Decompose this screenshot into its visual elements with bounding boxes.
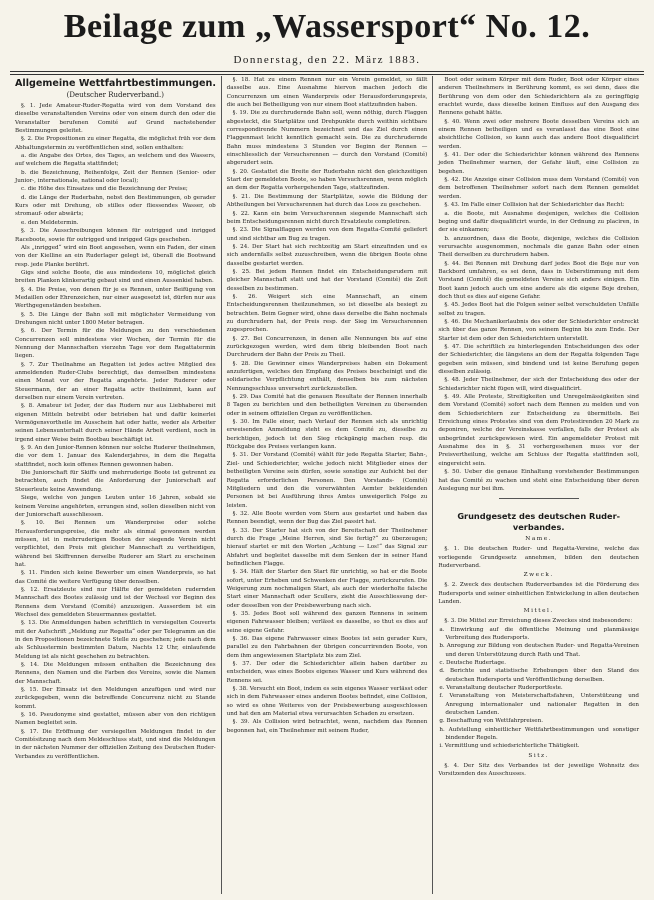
section-heading-name: Name. (525, 536, 553, 543)
header-rule-thin (10, 74, 644, 75)
paragraph: §. 1. Jede Amateur-Ruder-Regatta wird von dem Vorstand des dieselbe veranstaltenden Vereins oder von einem durch den oder die Veranstalter berufenen Comité auf Grund nachstehender Bestimmungen geleitet. (15, 103, 216, 135)
paragraph: §. 32. Alle Boote werden vom Stern aus gestartet und haben das Rennen beendigt, wenn der Bug das Ziel passirt hat. (226, 510, 428, 526)
section-heading-purpose: Zweck. (523, 572, 554, 579)
list-item: f. Veranstaltung von Meisterschaftsfahren, Unterstützung und Anregung internationaler und nationaler Regatten in den deutschen Landen. (439, 693, 640, 717)
paragraph: e. den Meldetermin. (21, 219, 79, 226)
paragraph: §. 12. Ersatzleute sind nur Hälfte der gemeldeten rudernden Mannschaft des Bootes zulässig und ist der Wechsel vor Beginn des Rennens dem Vorstand (Comité) anzuzeigen. Ausserdem ist ein Wechsel des gemeldeten Steuermannes gestattet. (15, 586, 216, 618)
paragraph: §. 19. Die zu durchrudernde Bahn soll, wenn nöthig, durch Flaggen abgesteckt, die Startplätze und Drehpunkte durch weithin sichtbare correspondirende Nummern bezeichnet und das Ziel durch einen Flaggenmast leicht kenntlich gemacht sein. Die zu durchrudernde Bahn muss mindestens 3 Stunden vor Beginn der Rennen — einschliesslich der Versuchsrennen — durch den Vorstand (Comité) abgerudert sein. (226, 110, 428, 167)
paragraph: §. 30. Im Falle einer, nach Verlauf der Rennen sich als unrichtig erweisenden Anmeldung steht es dem Comité zu, dieselbe zu berichtigen, jedoch ist den Sieg rückgängig machen resp. die Rückgabe des Preises verlangen kann. (226, 419, 428, 451)
paragraph: §. 36. Das eigene Fahrwasser eines Bootes ist sein gerader Kurs, parallel zu den Fahrbahnen der übrigen concurrirenden Boote, von dem ihm angewiesenen Startplatz bis zum Ziel. (226, 636, 428, 659)
paragraph: §. 22. Kann ein beim Versuchsrennen siegende Mannschaft sich beim Entscheidungsrennen nicht durch Ersatzleute completiren. (226, 210, 428, 225)
statute-paragraph-4: §. 4. Der Sitz des Verbandes ist der jeweilige Wohnsitz des Vorsitzenden des Ausschusses. (438, 762, 640, 778)
section-heading-means: Mittel. (523, 608, 554, 615)
paragraph: §. 8. Amateur ist Jeder, der das Rudern nur aus Liebhaberei mit eigenen Mitteln betreibt oder betrieben hat und dafür keinerlei Vermögensvortheile im Ausschein hat oder hatte, weder als Arbeiter seinen Lebensunterhalt durch seiner Hände Arbeit verdient, noch in irgend einer Weise beim Bootbau beschäftigt ist. (15, 403, 216, 443)
paragraph: §. 50. Ueber die genaue Einhaltung vorstehender Bestimmungen hat das Comité zu wachen und steht eine Entscheidung über deren Auslegung nur bei ihm. (438, 469, 640, 492)
paragraph: §. 28. Die Gewinner eines Wanderpreises haben ein Dokument anzufertigen, welches den Empfang des Preises bescheinigt und die solidarische Verpflichtung enthält, denselben bis zum nächsten Nennungsschluss unversehrt zurückzustellen. (226, 360, 428, 392)
list-item: d. Berichte und statistische Erhebungen über den Stand des deutschen Rudersports und Veröffentlichung derselben. (439, 668, 640, 683)
paragraph: §. 39. Als Collision wird betrachtet, wenn, nachdem das Rennen begonnen hat, ein Theilnehmer mit seinem Ruder, (226, 719, 428, 734)
paragraph: §. 45. Jedes Boot hat die Folgen seiner selbst verschuldeten Unfälle selbst zu tragen. (438, 302, 640, 317)
paragraph: b. anzuordnen, dass die Boote, diejenige, welches die Collision verursachte ausgenommen, nochmals die ganze Bahn oder einen Theil derselben zu durchrudern haben. (438, 235, 640, 259)
paragraph: §. 23. Die Signalflaggen werden von dem Regatta-Comité geliefert und sind sichtbar am Bug zu tragen. (226, 227, 428, 242)
paragraph: §. 17. Die Eröffnung der versiegelten Meldungen findet in der Comitésitzung nach dem Meldeschluss statt, und sind die Meldungen in der nächsten Nummer der offiziellen Zeitung des Deutschen Ruder-Verbandes zu veröffentlichen. (15, 728, 216, 760)
paragraph: b. die Bezeichnung, Reihenfolge, Zeit der Rennen (Senior- oder Junior-, internationale, national oder local); (15, 169, 216, 185)
paragraph: §. 46. Die Mechanikerlaubnis des oder der Schiedsrichter erstreckt sich über das ganze Rennen, von seinem Beginn bis zum Ende. Der Starter ist dem oder den Schiedsrichtern unterstellt. (438, 318, 640, 342)
column-1-body (15, 102, 216, 761)
paragraph: §. 41. Der oder die Schiedsrichter können während des Rennens jeden Theilnehmer warnen, der Gefahr läuft, eine Collision zu begehen. (438, 152, 640, 175)
paragraph: §. 47. Die schriftlich zu hinterlegenden Entscheidungen des oder der Schiedsrichter, die längstens an dem der Regatta folgenden Tage gegeben sein müssen, sind bindend und ist keine Berufung gegen dieselben zulässig. (438, 344, 640, 376)
statute-title: Grundgesetz des deutschen Ruder-verbandes. (457, 511, 621, 533)
statute-paragraph-1: §. 1. Die deutschen Ruder- und Regatta-Vereine, welche das vorliegende Grundgesetz annehmen, bilden den deutschen Ruderverband. (438, 546, 640, 569)
paragraph: §. 37. Der oder die Schiedsrichter allein haben darüber zu entscheiden, was eines Bootes eigenes Wasser und Kurs während des Rennens sei. (226, 661, 428, 684)
column-1 (10, 76, 221, 894)
paragraph: §. 27. Bei Concurrenzen, in denen alle Nennungen bis auf eine zurückgezogen werden, wird dem übrig bleibenden Boot nach Durchrudern der Bahn der Preis zu Theil. (226, 335, 428, 359)
column-2 (221, 76, 433, 894)
paragraph: §. 44. Bei Rennen mit Drehung darf jedes Boot die Boje nur von Backbord umfahren, es sei denn, dass in Ueberstimmung mit dem Vorstand (Comité) die gemeldeten Vereine sich anders einigen. Ein Boot kann jedoch auch um eine andere als die eigene Boje drehen, doch thut es dies auf eigene Gefahr. (438, 260, 640, 300)
header-rule (10, 71, 644, 72)
dateline: Donnerstag, den 22. März 1883. (233, 54, 421, 66)
paragraph: §. 21. Die Bestimmung der Startplätze, sowie die Bildung der Abtheilungen bei Versuchsrennen hat durch das Loos zu geschehen. (226, 193, 428, 209)
list-item: g. Beschaffung von Wettfahrpreisen. (439, 718, 543, 725)
list-item: i. Vermittlung und schiedsrichterliche Thätigkeit. (439, 743, 580, 750)
article-subtitle: (Deutscher Ruderverband.) (66, 91, 164, 99)
paragraph: §. 33. Der Starter hat sich von der Bereitschaft der Theilnehmer durch die Frage „Meine Herren, sind Sie fertig?“ zu überzeugen; hierauf startet er mit den Worten „Achtung — Los!“ das Signal zur Abfahrt und begleitet dasselbe mit dem Senken der in seiner Hand befindlichen Flagge. (226, 527, 428, 567)
paragraph: §. 26. Weigert sich eine Mannschaft, an einem Entscheidungsrennen theilzunehmen, so ist dieselbe als besiegt zu betrachten. Beim Gegner wird, ohne dass derselbe die Bahn nochmals zu durchrudern hat, der Preis resp. der Sieg im Versuchsrennen zugesprochen. (226, 293, 428, 334)
paragraph: §. 29. Das Comité hat die genauen Resultate der Rennen innerhalb 8 Tagen zu berichten und den betheiligten Vereinen zu übersenden oder in seinem offiziellen Organ zu veröffentlichen. (226, 394, 428, 417)
masthead-title: Beilage zum „Wassersport“ No. 12. (63, 8, 591, 45)
paragraph: §. 16. Pseudonyme sind gestattet, müssen aber von den richtigen Namen begleitet sein. (15, 712, 216, 727)
paragraph: §. 15. Der Einsatz ist den Meldungen anzufügen und wird nur zurückgegeben, wenn die betreffende Concurrenz nicht zu Stande kommt. (15, 687, 216, 710)
paragraph: Siege, welche von jungen Leuten unter 16 Jahren, sobald sie keinem Vereine angehörten, errungen sind, sollen dieselben nicht von der Juniorschaft ausschliessen. (15, 495, 216, 518)
paragraph: §. 3. Die Ausschreibungen können für outrigged und inrigged Raceboote, sowie für outrigged und inrigged Gigs geschehen. (15, 228, 216, 243)
paragraph: §. 11. Finden sich keine Bewerber um einen Wanderpreis, so hat das Comité die weitere Verfügung über denselben. (15, 570, 216, 585)
paragraph: Gigs sind solche Boote, die aus mindestens 10, möglichst gleich breiten Planken klinkerartig gebaut sind und einen Aussenkiel haben. (15, 269, 216, 285)
paragraph: Boot oder seinem Körper mit dem Ruder, Boot oder Körper eines anderen Theilnehmers in Berührung kommt, es sei denn, dass die Berührung von dem oder den Schiedsrichtern als zu geringfügig erachtet wurde, dass dieselbe keinen Einfluss auf den Ausgang des Rennens gehabt hätte. (438, 77, 640, 117)
paragraph: c. die Höhe des Einsatzes und die Bezeichnung der Preise; (21, 186, 188, 193)
paragraph: a. die Angabe des Ortes, des Tages, an welchem und des Wassers, auf welchem die Regatta stattfindet; (15, 153, 216, 168)
paragraph: §. 25. Bei jedem Rennen findet ein Entscheidungsrudern mit gleicher Mannschaft statt und hat der Vorstand (Comité) die Zeit desselben zu bestimmen. (226, 268, 428, 292)
paragraph: §. 13. Die Anmeldungen haben schriftlich in versiegelten Couverts mit der Aufschrift „Meldung zur Regatta“ oder per Telegramm an die in den Propositionen bezeichnete Stelle zu geschehen; jede nach dem als Schlusstermin bestimmten Datum, Nachts 12 Uhr, einlaufende Meldung ist als nicht geschehen zu betrachten. (15, 620, 216, 660)
paragraph: a. die Boote, mit Ausnahme desjenigen, welches die Collision beging und dafür disqualificirt wurde, in der Ordnung zu placiren, in der sie einkamen; (438, 210, 640, 234)
article-columns (10, 76, 644, 894)
statute-paragraph-2: §. 2. Zweck des deutschen Ruderverbandes ist die Förderung des Rudersports und seiner einheitlichen Entwickelung in allen deutschen Landen. (438, 582, 640, 605)
paragraph: §. 18. Hat zu einem Rennen nur ein Verein gemeldet, so fällt dasselbe aus. Eine Ausnahme hiervon machen jedoch die Concurrenzen um einen Wanderpreis oder Herausforderungspreis, die auch bei Betheiligung von nur einem Boot stattzufinden haben. (226, 77, 428, 109)
paragraph: §. 42. Die Anzeige einer Collision muss dem Vorstand (Comité) von dem betroffenen Theilnehmer sofort nach dem Rennen gemeldet werden. (438, 177, 640, 200)
paragraph: §. 48. Jeder Theilnehmer, der sich der Entscheidung des oder der Schiedsrichter nicht fügen will, wird disqualificirt. (438, 377, 640, 392)
statute-means-list (438, 626, 639, 751)
column-3-body (438, 76, 639, 493)
list-item: c. Deutsche Rudertage. (439, 659, 507, 666)
list-item: b. Anregung zur Bildung von deutschen Ruder- und Regatta-Vereinen und deren Unterstützung durch Rath und That. (439, 643, 640, 658)
list-item: e. Veranstaltung deutscher Ruderportfeste. (439, 685, 563, 691)
list-item: a. Einwirkung auf die öffentliche Meinung und planmässige Verbreitung des Rudersports. (439, 626, 640, 641)
paragraph: §. 34. Hält der Starter den Start für unrichtig, so hat er die Boote sofort, unter Erheben und Schwenken der Flagge, zurückzurufen. Die Weigerung zum nochmaligen Start, als auch der wiederholte falsche Start einer Mannschaft oder Scullers, zieht die Ausschliessung der- oder desselben von der Preisbewerbung nach sich. (226, 569, 428, 609)
column-2-body (227, 76, 428, 735)
statute-paragraph-3: §. 3. Die Mittel zur Erreichung dieses Zweckes sind insbesondere: (444, 618, 633, 625)
paragraph: §. 5. Die Länge der Bahn soll mit möglichster Vermeidung von Drehungen nicht unter 1800 Meter betragen. (15, 311, 216, 326)
paragraph: §. 24. Der Start hat sich rechtzeitig am Start einzufinden und es sich andernfalls selbst zuzuschreiben, wenn die übrigen Boote ohne dasselbe gestartet werden. (226, 243, 428, 267)
list-item: h. Aufstellung einheitlicher Wettfahrtbestimmungen und sonstiger bindender Regeln. (439, 726, 640, 742)
paragraph: §. 43. Im Falle einer Collision hat der Schiedsrichter das Recht: (444, 202, 625, 209)
paragraph: Als „inrigged“ wird ein Boot angesehen, wenn ein Faden, der einen von der Kielline an ein Ruderlager gelegt ist, überall die Bootwand resp. jede Planke berührt. (15, 244, 216, 268)
paragraph: §. 10. Bei Rennen um Wanderpreise oder solche Herausforderungspreise, die mehr als einmal gewonnen werden müssen, ist in mehrruderigen Booten der siegende Verein nicht verpflichtet, den Preis mit gleicher Mannschaft zu vertheidigen, während bei Skiffrennen derselbe Ruderer am Start zu erscheinen hat. (15, 520, 216, 568)
column-3 (432, 76, 644, 894)
paragraph: §. 14. Die Meldungen müssen enthalten die Bezeichnung des Rennens, den Namen und die Farben des Vereins, sowie die Namen der Mannschaft. (15, 662, 216, 685)
section-separator (499, 498, 579, 499)
paragraph: §. 2. Die Propositionen zu einer Regatta, die möglichst früh vor dem Abhaltungstermin zu veröffentlichen sind, sollen enthalten: (15, 136, 216, 151)
paragraph: §. 20. Gestattet die Breite der Ruderbahn nicht den gleichzeitigen Start der gemeldeten Boote, so haben Versuchsrennen, wenn möglich an dem der Regatta vorhergehenden Tage, stattzufinden. (226, 168, 428, 192)
paragraph: §. 49. Alle Proteste, Streitigkeiten und Unregelmässigkeiten sind dem Vorstand (Comité) sofort nach dem Rennen zu melden und von dem Schiedsrichtern zur Entscheidung zu übermitteln. Bei Erreichung eines Protestes sind von dem Protestirenden 20 Mark zu deponiren, welche der Vereinskasse verfallen, falls der Protest als unbegründet zurückgewiesen wird. Ein angemeldeter Protest mit Ausnahme des in §. 31 vorhergesehenen muss vor der Preisvertheilung, welche am Schluss der Regatta stattfinden soll, eingereicht sein. (438, 394, 640, 467)
paragraph: §. 38. Versucht ein Boot, indem es sein eigenes Wasser verlässt oder sich in dem Fahrwasser eines anderen Bootes befindet, eine Collision, so wird es ohne Weiteres von der Preisbewerbung ausgeschlossen und hat den am Material etwa verursachten Schaden zu ersetzen. (226, 686, 428, 718)
paragraph: Die Juniorschaft für Skiffs und mehrruderige Boote ist getrennt zu betrachten, auch findet die Anforderung der Juniorschaft auf Steuerleute keine Anwendung. (15, 470, 216, 493)
paragraph: §. 31. Der Vorstand (Comité) wählt für jede Regatta Starter, Bahn-, Ziel- und Schiedsrichter, welche jedoch nicht Mitglieder eines der betheiligten Vereine sein dürfen, sowie sonstige zur Aufsicht bei der Regatta erforderlichen Personen. Den Vorstands- (Comité) Mitgliedern und den die vorerwähnten Aemter bekleidenden Personen ist bei Ausführung ihres Amtes unweigerlich Folge zu leisten. (226, 452, 428, 509)
section-heading-seat: Sitz. (528, 752, 549, 759)
paragraph: §. 7. Zur Theilnahme an Regatten ist jedes active Mitglied des anmeldenden Ruder-Clubs berechtigt, das demselben mindestens einen Monat vor der Regatta angehörte. Jeder Ruderer oder Steuermann, der an einer Regatta activ theilnimmt, kann auf derselben nur einem Verein vertreten. (15, 361, 216, 402)
paragraph: §. 6. Der Termin für die Meldungen zu den verschiedenen Concurrenzen soll mindestens vier Wochen, der Termin für die Nennung der Mannschaften vierzehn Tage vor dem Regattatermin liegen. (15, 328, 216, 360)
paragraph: §. 4. Die Preise, von denen für je es Rennen, unter Beifügung von Medaillen oder Ehrenzeichen, nur einer ausgesetzt ist, dürfen nur aus Werthgegenständen bestehen. (15, 286, 216, 310)
paragraph: d. die Länge der Ruderbahn, nebst den Bestimmungen, ob gerader Kurs oder mit Drehung, ob stilles oder fliessendes Wasser, ob stromauf- oder abwärts; (15, 194, 216, 218)
paragraph: §. 40. Wenn zwei oder mehrere Boote desselben Vereins sich an einem Rennen betheiligen und es veranlasst das eine Boot eine absichtliche Collision, so kann auch das andere Boot disqualificirt werden. (438, 118, 640, 150)
paragraph: §. 35. Jedes Boot soll während des ganzen Rennens in seinem eigenen Fahrwasser bleiben; verlässt es dasselbe, so thut es dies auf seine eigene Gefahr. (226, 611, 428, 634)
article-title: Allgemeine Wettfahrtbestimmungen. (15, 78, 217, 89)
paragraph: §. 9. An den Junior-Rennen können nur solche Ruderer theilnehmen, die vor dem 1. Januar des Kalenderjahres, in dem die Regatta stattfindet, noch kein offenes Rennen gewonnen haben. (15, 445, 216, 468)
